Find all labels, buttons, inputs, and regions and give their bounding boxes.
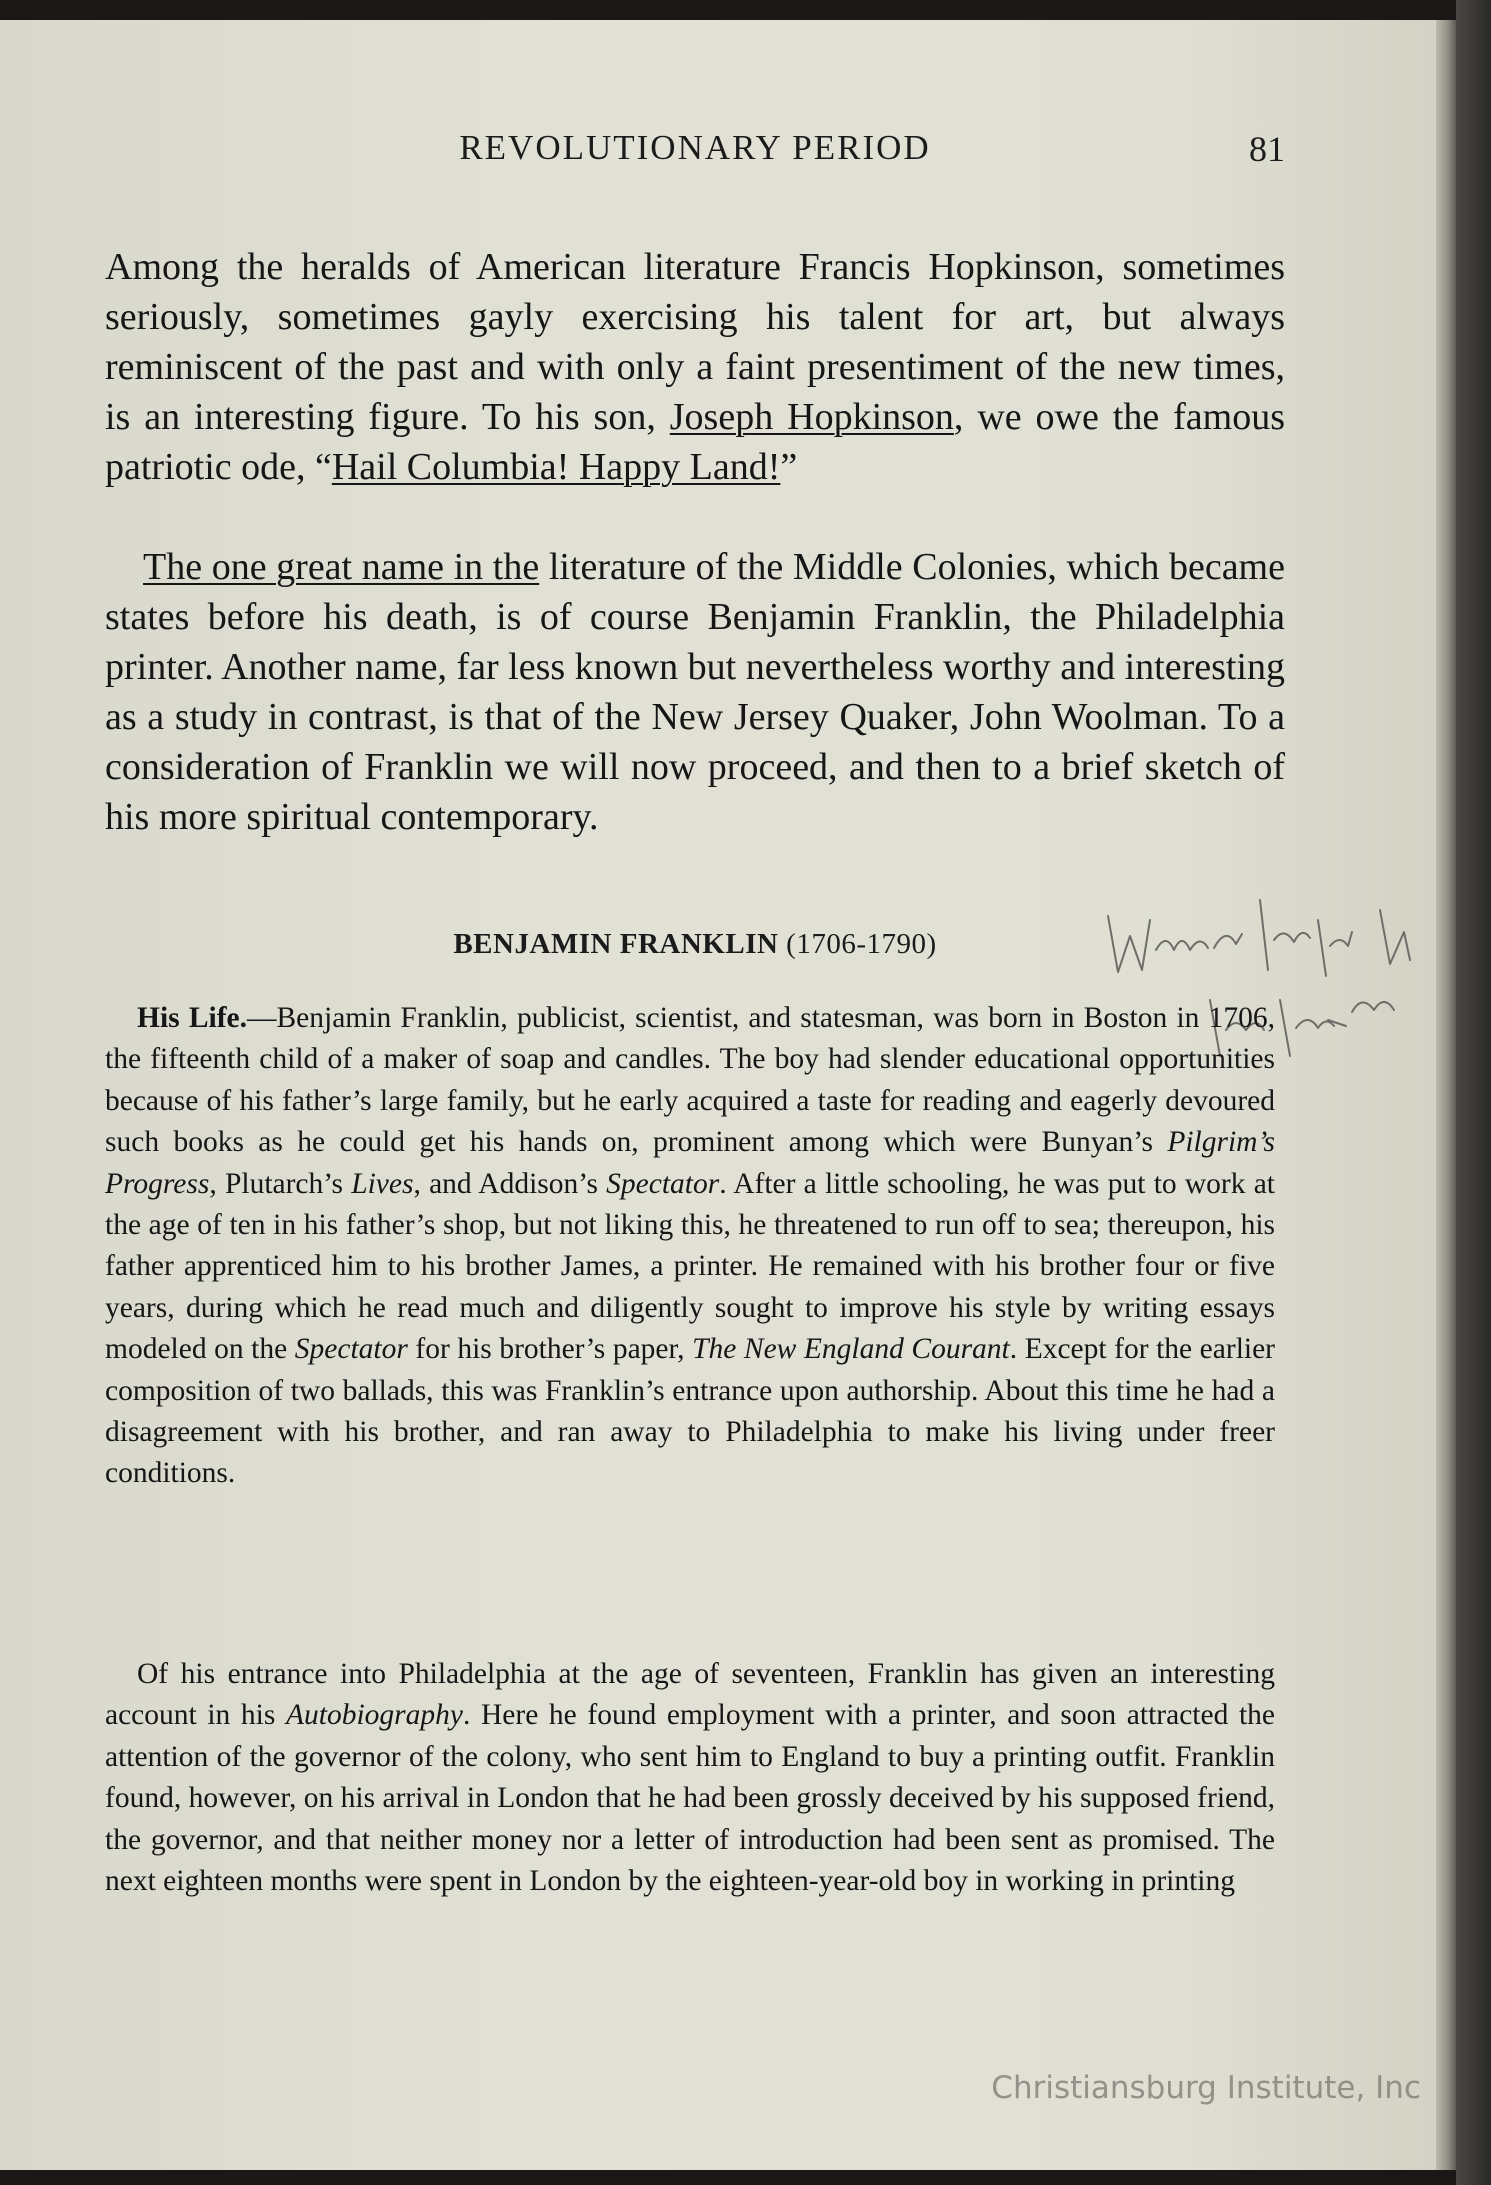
book-page [0,20,1456,2170]
paragraph-hopkinson [105,242,1285,492]
pencil-stroke [1156,941,1208,950]
book-title: Lives [351,1167,414,1200]
book-title: Autobiography [285,1699,463,1732]
pencil-stroke [1352,1002,1394,1012]
section-title: BENJAMIN FRANKLIN [453,928,779,960]
pencil-stroke [1318,920,1352,976]
text-run: , Plutarch’s [209,1167,352,1200]
text-run: . After a little schooling, he was put to work at the age of ten in his father’s shop, but not liking this, he threatened to run off to sea; thereupon, his father apprenticed him to his brother James, a printer. He remained with his brother four or five years, during which he read much and diligently sought to improve his style by writing essays modeled on the [105,1167,1276,1366]
run-in-heading: His Life. [137,1002,247,1034]
newspaper-title: The New England Courant [692,1333,1010,1366]
text-run: , we owe the famous patriotic ode, “ [105,396,1285,488]
page-number: 81 [1249,129,1285,169]
text-run: —Benjamin Franklin, publicist, scientist, and statesman, was born in Boston in 1706, the fifteenth child of a maker of soap and candles. The boy had slender educational opportunities because of his father’s large family, but he early acquired a taste for reading and eagerly devoured such books as he could get his hands on, prominent among which were Bunyan’s [105,1002,1275,1159]
underlined-name: Joseph Hopkinson [669,396,954,438]
text-run: , and Addison’s [413,1167,607,1200]
text-run: Of his entrance into Philadelphia at the age of seventeen, Franklin has given an interesting account in his [105,1658,1275,1732]
pencil-stroke [1280,1000,1334,1056]
book-title: Spectator [294,1333,408,1366]
text-run: . Here he found employment with a printer, and soon attracted the attention of the governor of the colony, who sent him to England to buy a printing outfit. Franklin found, however, on his arrival in London that he had been grossly deceived by his supposed friend, the governor, and that neither money nor a letter of introduction had been sent as promised. The next eighteen months were spent in London by the eighteen-year-old boy in working in printing [105,1699,1275,1898]
text-run: ” [780,446,798,488]
pencil-stroke [1108,916,1150,972]
watermark: Christiansburg Institute, Inc [991,2070,1421,2106]
paragraph-philadelphia [105,1654,1275,1902]
pencil-stroke [1260,900,1268,970]
text-run: Among the heralds of American literature Francis Hopkinson, sometimes seriously, sometimes gayly exercising his talent for art, but always reminiscent of the past and with only a faint presentiment of the new times, is an interesting figure. To his son, [105,246,1285,438]
section-dates: (1706-1790) [786,928,937,960]
page-edge [1436,20,1456,2170]
book-title: Spectator [606,1167,720,1200]
pencil-stroke [1214,934,1242,948]
underlined-ode-title: Hail Columbia! Happy Land! [331,446,781,488]
running-head [105,128,1285,178]
underlined-phrase: The one great name in the [143,546,540,588]
running-title: REVOLUTIONARY PERIOD [459,128,931,167]
paragraph-his-life [105,998,1275,1495]
pencil-stroke [1274,933,1310,942]
book-title: Pilgrim’s Progress [105,1126,1275,1200]
book-binding [1456,0,1491,2185]
text-run: for his brother’s paper, [407,1333,693,1366]
paragraph-middle-colonies [105,542,1285,842]
text-run: . Except for the earlier composition of two ballads, this was Franklin’s entrance upon authorship. About this time he had a disagreement with his brother, and ran away to Philadelphia to make his living under freer conditions. [105,1333,1276,1490]
pencil-stroke [1380,910,1410,964]
text-run: literature of the Middle Colonies, which became states before his death, is of course Benjamin Franklin, the Philadelphia printer. Another name, far less known but nevertheless worthy and interesting as a study in contrast, is that of the New Jersey Quaker, John Woolman. To a consideration of Franklin we will now proceed, and then to a brief sketch of his more spiritual contemporary. [105,546,1285,838]
